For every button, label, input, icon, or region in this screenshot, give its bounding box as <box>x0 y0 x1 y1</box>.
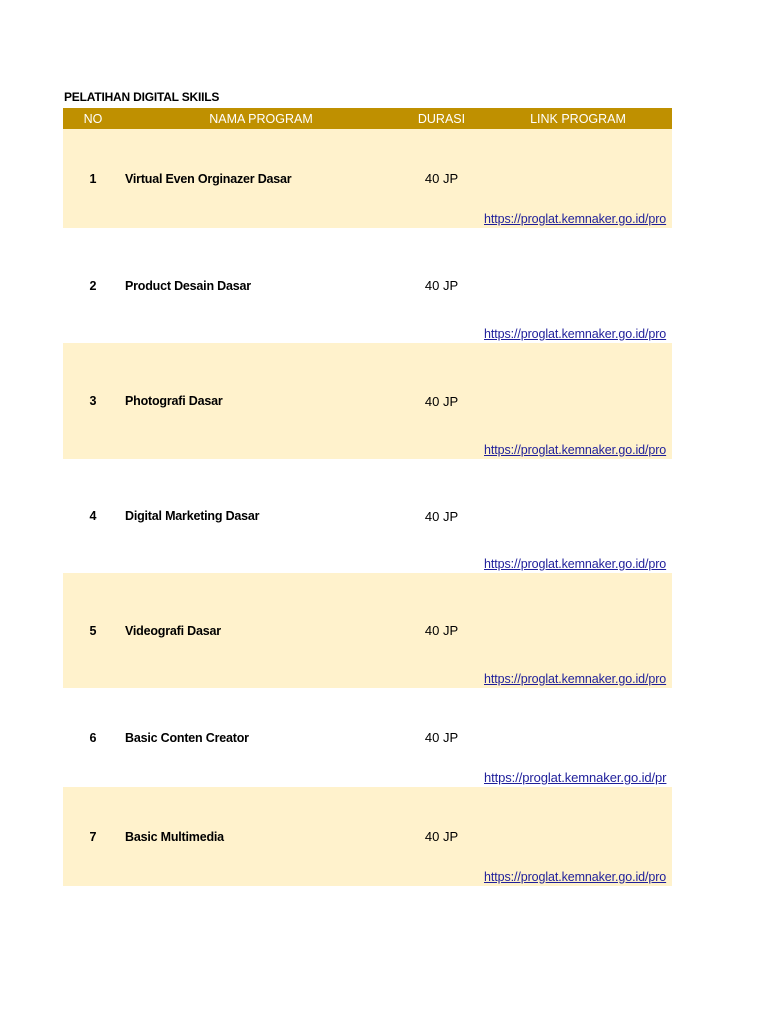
row-number: 6 <box>89 730 97 745</box>
row-duration: 40 JP <box>424 508 459 524</box>
table-row <box>63 787 672 886</box>
row-program-name: Virtual Even Orginazer Dasar <box>125 171 292 186</box>
program-table <box>63 108 672 886</box>
row-program-name: Digital Marketing Dasar <box>125 509 260 523</box>
table-header-row <box>63 108 672 129</box>
row-number: 1 <box>89 171 97 186</box>
program-link[interactable]: https://proglat.kemnaker.go.id/pro <box>484 672 667 686</box>
row-link-cell <box>484 688 672 787</box>
row-number: 5 <box>89 623 97 638</box>
header-no: NO <box>83 111 103 126</box>
row-program-name: Basic Multimedia <box>125 829 224 844</box>
row-duration: 40 JP <box>424 623 459 638</box>
row-duration: 40 JP <box>424 171 459 186</box>
header-duration: DURASI <box>417 111 466 126</box>
table-row <box>63 228 672 343</box>
table-row <box>63 129 672 228</box>
row-program-name: Photografi Dasar <box>125 394 223 408</box>
row-duration: 40 JP <box>424 730 459 745</box>
table-row <box>63 573 672 688</box>
row-program-name: Videografi Dasar <box>125 623 221 638</box>
row-number: 7 <box>89 829 97 844</box>
row-duration: 40 JP <box>424 278 459 293</box>
program-link[interactable]: https://proglat.kemnaker.go.id/pro <box>484 212 667 226</box>
row-link-cell <box>484 343 672 459</box>
program-link[interactable]: https://proglat.kemnaker.go.id/pro <box>484 557 667 571</box>
program-link[interactable]: https://proglat.kemnaker.go.id/pro <box>484 443 667 457</box>
program-link[interactable]: https://proglat.kemnaker.go.id/pr <box>484 770 667 785</box>
program-link[interactable]: https://proglat.kemnaker.go.id/pro <box>484 327 667 341</box>
table-row <box>63 688 672 787</box>
row-link-cell <box>484 129 672 228</box>
header-program-name: NAMA PROGRAM <box>209 111 313 126</box>
row-duration: 40 JP <box>424 393 459 409</box>
row-link-cell <box>484 228 672 343</box>
row-number: 3 <box>89 394 97 408</box>
row-program-name: Basic Conten Creator <box>125 730 249 745</box>
table-row <box>63 343 672 459</box>
program-link[interactable]: https://proglat.kemnaker.go.id/pro <box>484 870 667 884</box>
row-duration: 40 JP <box>424 829 459 844</box>
table-row <box>63 459 672 573</box>
row-link-cell <box>484 459 672 573</box>
sheet-title: PELATIHAN DIGITAL SKIILS <box>64 90 220 104</box>
header-program-link: LINK PROGRAM <box>530 111 626 126</box>
row-number: 2 <box>89 278 97 293</box>
row-program-name: Product Desain Dasar <box>125 278 251 293</box>
row-link-cell <box>484 573 672 688</box>
row-link-cell <box>484 787 672 886</box>
row-number: 4 <box>89 509 97 523</box>
